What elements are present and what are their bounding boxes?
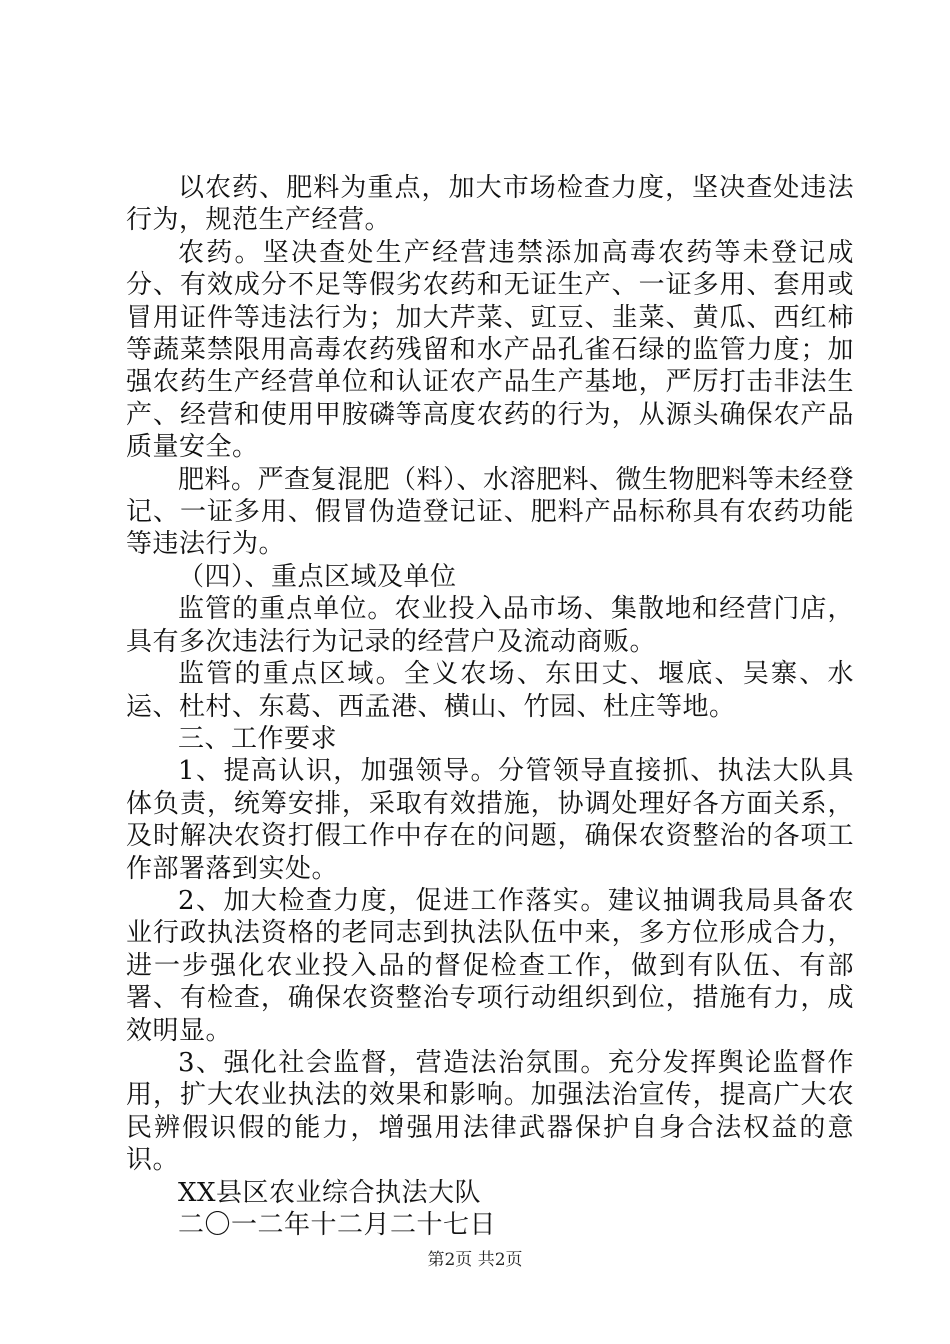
paragraph-fertilizer: 肥料。严查复混肥（料）、水溶肥料、微生物肥料等未经登记、一证多用、假冒伪造登记证、肥料产品标称具有农药功能等违法行为。 [126, 464, 855, 560]
page-number-footer: 第2页 共2页 [427, 1250, 523, 1270]
paragraph-key-units: 监管的重点单位。农业投入品市场、集散地和经营门店，具有多次违法行为记录的经营户及流动商贩。 [126, 594, 854, 657]
paragraph-requirement-1: 1、提高认识，加强领导。分管领导直接抓、执法大队具体负责，统筹安排，采取有效措施，协调处理好各方面关系，及时解决农资打假工作中存在的问题，确保农资整治的各项工作部署落到实处。 [126, 756, 854, 884]
section-heading-key-areas: （四）、重点区域及单位 [178, 561, 457, 592]
paragraph-requirement-2: 2、加大检查力度，促进工作落实。建议抽调我局具备农业行政执法资格的老同志到执法队伍中来，多方位形成合力，进一步强化农业投入品的督促检查工作，做到有队伍、有部署、有检查，确保农资整治专项行动组织到位，措施有力，成效明显。 [126, 885, 854, 1046]
signature-organization: XX县区农业综合执法大队 [178, 1177, 482, 1208]
signature-date: 二〇一二年十二月二十七日 [178, 1210, 497, 1240]
paragraph-focus-intro: 以农药、肥料为重点，加大市场检查力度，坚决查处违法行为，规范生产经营。 [126, 173, 854, 236]
paragraph-requirement-3: 3、强化社会监督，营造法治氛围。充分发挥舆论监督作用，扩大农业执法的效果和影响。加强法治宣传，提高广大农民辨假识假的能力，增强用法律武器保护自身合法权益的意识。 [126, 1047, 854, 1176]
paragraph-key-regions: 监管的重点区域。全义农场、东田丈、堰底、吴寨、水运、杜村、东葛、西孟港、横山、竹园、杜庄等地。 [126, 659, 854, 722]
section-heading-work-requirements: 三、工作要求 [178, 723, 338, 754]
paragraph-pesticide: 农药。坚决查处生产经营违禁添加高毒农药等未登记成分、有效成分不足等假劣农药和无证生产、一证多用、套用或冒用证件等违法行为；加大芹菜、豇豆、韭菜、黄瓜、西红柿等蔬菜禁限用高毒农药残留和水产品孔雀石绿的监管力度；加强农药生产经营单位和认证农产品生产基地，严厉打击非法生产、经营和使用甲胺磷等高度农药的行为，从源头确保农产品质量安全。 [126, 237, 854, 463]
document-body [126, 172, 854, 1241]
